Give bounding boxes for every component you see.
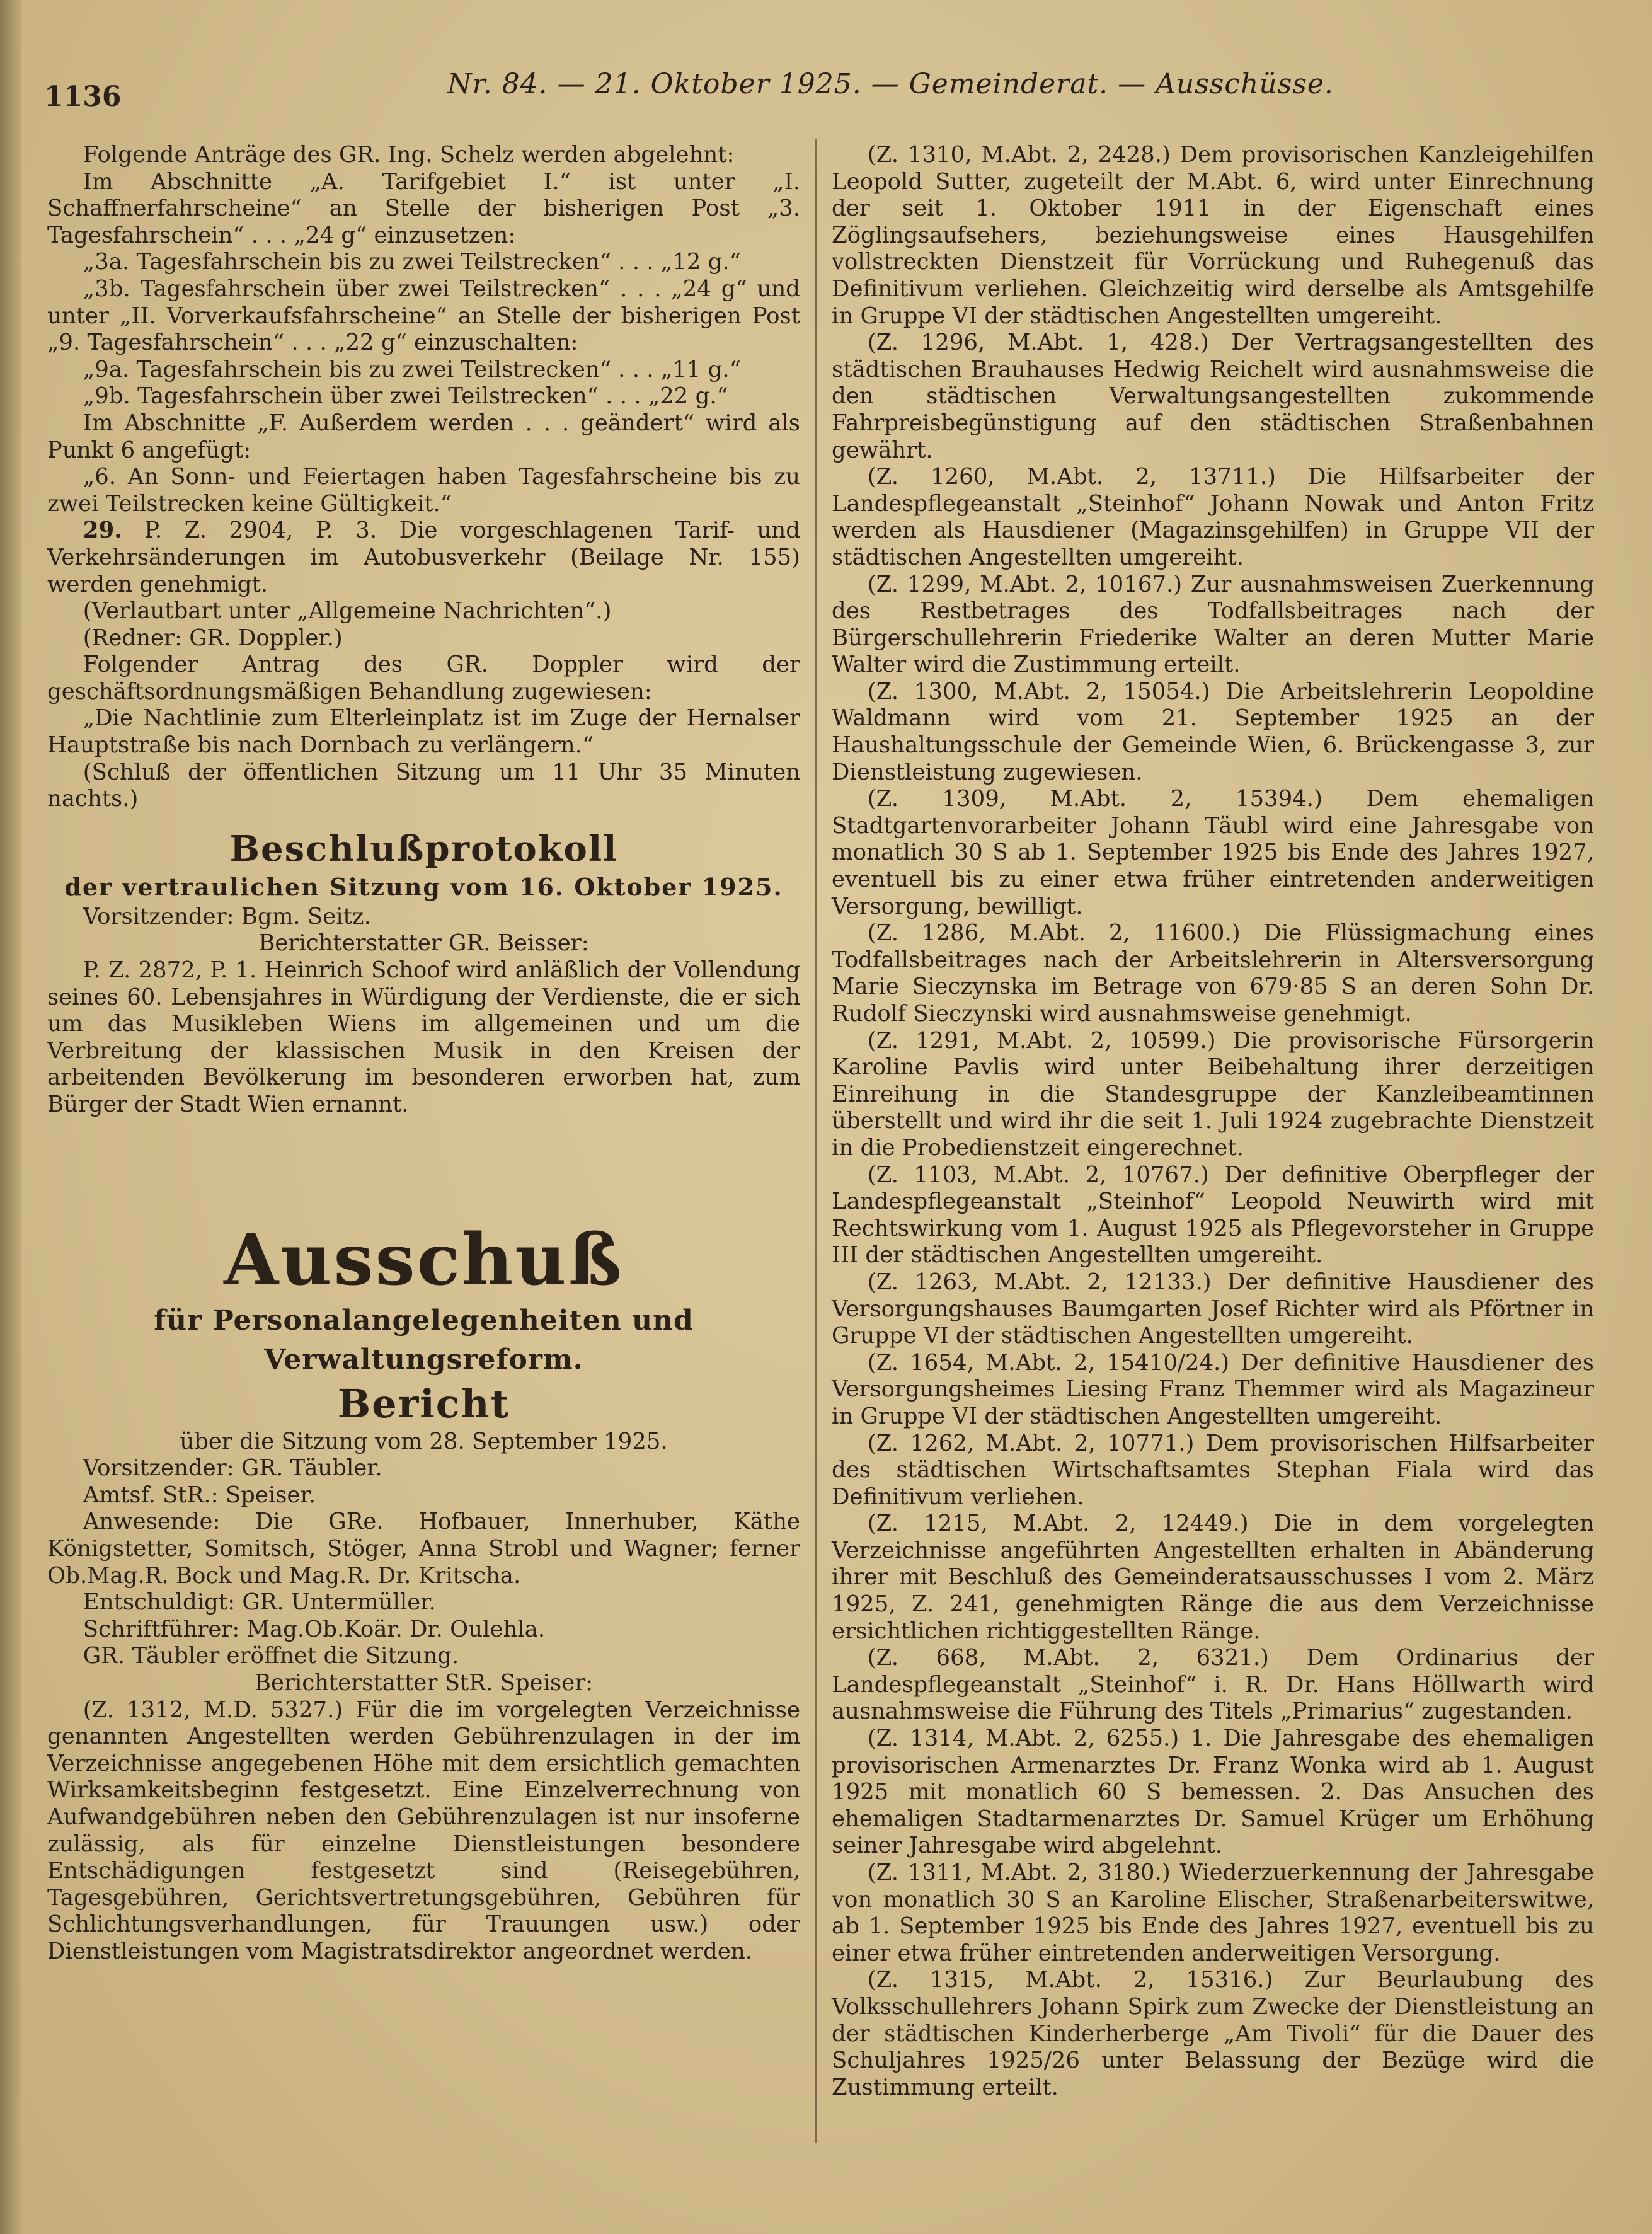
paragraph: „9b. Tagesfahrschein über zwei Teilstrecken“ . . . „22 g.“	[83, 383, 728, 410]
paragraph: Folgender Antrag des GR. Doppler wird der geschäftsordnungsmäßigen Behandlung zugewiesen:	[47, 652, 800, 705]
item-text: P. Z. 2904, P. 3. Die vorgeschlagenen Tarif- und Verkehrsänderungen im Autobusverkehr (Beilage Nr. 155) werden genehmigt.	[47, 517, 800, 597]
heading-committee-name: für Personalangelegenheiten und Verwaltungsreform.	[154, 1304, 694, 1376]
paragraph: (Z. 1291, M.Abt. 2, 10599.) Die provisorische Fürsorgerin Karoline Pavlis wird unter Beibehaltung ihrer derzeitigen Einreihung in die Standesgruppe der Kanzleibeamtinnen überstellt und wird ihr die seit 1. Juli 1924 zugebrachte Dienstzeit in die Probedienstzeit eingerechnet.	[832, 1027, 1594, 1161]
paragraph: (Schluß der öffentlichen Sitzung um 11 Uhr 35 Minuten nachts.)	[47, 759, 800, 812]
agenda-item-29	[47, 517, 800, 598]
rapporteur-line: Berichterstatter StR. Speiser:	[254, 1669, 594, 1696]
paragraph: GR. Täubler eröffnet die Sitzung.	[83, 1643, 459, 1669]
paragraph: (Z. 1309, M.Abt. 2, 15394.) Dem ehemaligen Stadtgartenvorarbeiter Johann Täubl wird eine Jahresgabe von monatlich 30 S ab 1. September 1925 bis Ende des Jahres 1927, eventuell bis zu einer etwa früher eintretenden anderweitigen Versorgung, bewilligt.	[832, 786, 1594, 919]
column-divider	[815, 139, 817, 2143]
paragraph: (Z. 1103, M.Abt. 2, 10767.) Der definitive Oberpfleger der Landespflegeanstalt „Steinhof“ Leopold Neuwirth wird mit Rechtswirkung vom 1. August 1925 als Pflegevorsteher in Gruppe III der städtischen Angestellten umgereiht.	[832, 1161, 1594, 1269]
heading-beschlussprotokoll: Beschlußprotokoll	[229, 827, 618, 870]
paragraph: (Z. 668, M.Abt. 2, 6321.) Dem Ordinarius der Landespflegeanstalt „Steinhof“ i. R. Dr. Hans Höllwarth wird ausnahmsweise die Führung des Titels „Primarius“ zugestanden.	[832, 1645, 1594, 1725]
paragraph: (Verlautbart unter „Allgemeine Nachrichten“.)	[83, 598, 612, 625]
paragraph: Vorsitzender: Bgm. Seitz.	[83, 903, 371, 930]
heading-ausschuss: Ausschuß	[224, 1218, 624, 1301]
paragraph: (Z. 1300, M.Abt. 2, 15054.) Die Arbeitslehrerin Leopoldine Waldmann wird vom 21. September 1925 an der Haushaltungsschule der Gemeinde Wien, 6. Brückengasse 3, zur Dienstleistung zugewiesen.	[832, 678, 1594, 785]
paragraph: „3a. Tagesfahrschein bis zu zwei Teilstrecken“ . . . „12 g.“	[83, 249, 741, 275]
paragraph: Entschuldigt: GR. Untermüller.	[83, 1589, 436, 1616]
page-header	[44, 63, 1607, 113]
rapporteur-line: Berichterstatter GR. Beisser:	[258, 930, 589, 957]
paragraph: (Z. 1311, M.Abt. 2, 3180.) Wiederzuerkennung der Jahresgabe von monatlich 30 S an Karoline Elischer, Straßenarbeiterswitwe, ab 1. September 1925 bis Ende des Jahres 1927, eventuell bis zu einer etwa früher eintretenden anderweitigen Versorgung.	[832, 1860, 1594, 1966]
session-date: über die Sitzung vom 28. September 1925.	[180, 1428, 668, 1454]
page-number: 1136	[44, 81, 122, 113]
paragraph: „6. An Sonn- und Feiertagen haben Tagesfahrscheine bis zu zwei Teilstrecken keine Gültigkeit.“	[47, 464, 800, 517]
paragraph: (Z. 1286, M.Abt. 2, 11600.) Die Flüssigmachung eines Todfallsbeitrages nach der Arbeitslehrerin in Altersversorgung Marie Sieczynska im Betrage von 679·85 S an deren Sohn Dr. Rudolf Sieczynski wird ausnahmsweise genehmigt.	[832, 920, 1594, 1027]
paragraph: „3b. Tagesfahrschein über zwei Teilstrecken“ . . . „24 g“ und unter „II. Vorverkaufsfahrscheine“ an Stelle der bisherigen Post „9. Tagesfahrschein“ . . . „22 g“ einzuschalten:	[47, 275, 800, 356]
paragraph: (Z. 1263, M.Abt. 2, 12133.) Der definitive Hausdiener des Versorgungshauses Baumgarten Josef Richter wird als Pförtner in Gruppe VI der städtischen Angestellten umgereiht.	[832, 1269, 1594, 1349]
paragraph: (Z. 1310, M.Abt. 2, 2428.) Dem provisorischen Kanzleigehilfen Leopold Sutter, zugeteilt der M.Abt. 6, wird unter Einrechnung der seit 1. Oktober 1911 in der Eigenschaft eines Zöglingsaufsehers, beziehungsweise eines Hausgehilfen vollstreckten Dienstzeit für Vorrückung und Ruhegenuß das Definitivum verliehen. Gleichzeitig wird derselbe als Amtsgehilfe in Gruppe VI der städtischen Angestellten umgereiht.	[832, 142, 1594, 329]
paragraph: (Z. 1296, M.Abt. 1, 428.) Der Vertragsangestellten des städtischen Brauhauses Hedwig Reichelt wird ausnahmsweise die den städtischen Verwaltungsangestellten zukommende Fahrpreisbegünstigung auf den städtischen Straßenbahnen gewährt.	[832, 330, 1594, 463]
paragraph: (Z. 1312, M.D. 5327.) Für die im vorgelegten Verzeichnisse genannten Angestellten werden Gebührenzulagen in der im Verzeichnisse angegebenen Höhe mit dem ersichtlich gemachten Wirksamkeitsbeginn festgesetzt. Eine Einzelverrechnung von Aufwandgebühren neben den Gebührenzulagen ist nur insoferne zulässig, als für einzelne Dienstleistungen besondere Entschädigungen festgesetzt sind (Reisegebühren, Tagesgebühren, Gerichtsvertretungsgebühren, Gebühren für Schlichtungsverhandlungen, für Trauungen usw.) oder Dienstleistungen vom Magistratsdirektor angeordnet werden.	[47, 1696, 800, 1964]
paragraph: (Z. 1314, M.Abt. 2, 6255.) 1. Die Jahresgabe des ehemaligen provisorischen Armenarztes Dr. Franz Wonka wird ab 1. August 1925 mit monatlich 60 S bemessen. 2. Das Ansuchen des ehemaligen Stadtarmenarztes Dr. Samuel Krüger um Erhöhung seiner Jahresgabe wird abgelehnt.	[832, 1725, 1594, 1859]
paragraph: Vorsitzender: GR. Täubler.	[83, 1455, 382, 1482]
paragraph: (Redner: GR. Doppler.)	[83, 625, 343, 651]
paragraph: „9a. Tagesfahrschein bis zu zwei Teilstrecken“ . . . „11 g.“	[83, 356, 741, 383]
item-number: 29.	[83, 517, 122, 544]
paragraph: (Z. 1654, M.Abt. 2, 15410/24.) Der definitive Hausdiener des Versorgungsheimes Liesing Franz Themmer wird als Magazineur in Gruppe VI der städtischen Angestellten umgereiht.	[832, 1349, 1594, 1429]
paragraph: Schriftführer: Mag.Ob.Koär. Dr. Oulehla.	[83, 1616, 546, 1642]
heading-bericht: Bericht	[337, 1380, 510, 1427]
paragraph: Anwesende: Die GRe. Hofbauer, Innerhuber, Käthe Königstetter, Somitsch, Stöger, Anna Strobl und Wagner; ferner Ob.Mag.R. Bock und Mag.R. Dr. Kritscha.	[47, 1509, 800, 1589]
paragraph: (Z. 1262, M.Abt. 2, 10771.) Dem provisorischen Hilfsarbeiter des städtischen Wirtschaftsamtes Stephan Fiala wird das Definitivum verliehen.	[832, 1430, 1594, 1510]
page-edge-shadow	[0, 0, 21, 2234]
paragraph: Folgende Anträge des GR. Ing. Schelz werden abgelehnt:	[83, 142, 735, 168]
running-title: Nr. 84. — 21. Oktober 1925. — Gemeinderat. — Ausschüsse.	[447, 68, 1334, 100]
paragraph: (Z. 1315, M.Abt. 2, 15316.) Zur Beurlaubung des Volksschullehrers Johann Spirk zum Zwecke der Dienstleistung an der städtischen Kinderherberge „Am Tivoli“ für die Dauer des Schuljahres 1925/26 unter Belassung der Bezüge wird die Zustimmung erteilt.	[832, 1967, 1594, 2100]
paragraph: Im Abschnitte „A. Tarifgebiet I.“ ist unter „I. Schaffnerfahrscheine“ an Stelle der bisherigen Post „3. Tagesfahrschein“ . . . „24 g“ einzusetzen:	[47, 168, 800, 248]
paragraph: (Z. 1260, M.Abt. 2, 13711.) Die Hilfsarbeiter der Landespflegeanstalt „Steinhof“ Johann Nowak und Anton Fritz werden als Hausdiener (Magazinsgehilfen) in Gruppe VII der städtischen Angestellten umgereiht.	[832, 464, 1594, 570]
paragraph: Im Abschnitte „F. Außerdem werden . . . geändert“ wird als Punkt 6 angefügt:	[47, 410, 800, 463]
right-column	[832, 142, 1594, 2101]
subheading-vertrauliche-sitzung: der vertraulichen Sitzung vom 16. Oktober 1925.	[64, 872, 783, 901]
paragraph: Amtsf. StR.: Speiser.	[83, 1482, 316, 1508]
paragraph: P. Z. 2872, P. 1. Heinrich Schoof wird anläßlich der Vollendung seines 60. Lebensjahres in Würdigung der Verdienste, die er sich um das Musikleben Wiens im allgemeinen und um die Verbreitung der klassischen Musik in den Kreisen der arbeitenden Bevölkerung im besonderen erworben hat, zum Bürger der Stadt Wien ernannt.	[47, 957, 800, 1117]
paragraph: (Z. 1215, M.Abt. 2, 12449.) Die in dem vorgelegten Verzeichnisse angeführten Angestellten erhalten in Abänderung ihrer mit Beschluß des Gemeinderatsausschusses I vom 2. März 1925, Z. 241, genehmigten Ränge die aus dem Verzeichnisse ersichtlichen richtiggestellten Ränge.	[832, 1511, 1594, 1644]
paragraph: „Die Nachtlinie zum Elterleinplatz ist im Zuge der Hernalser Hauptstraße bis nach Dornbach zu verlängern.“	[47, 705, 800, 759]
left-column	[47, 142, 800, 1965]
paragraph: (Z. 1299, M.Abt. 2, 10167.) Zur ausnahmsweisen Zuerkennung des Restbetrages des Todfallsbeitrages nach der Bürgerschullehrerin Friederike Walter an deren Mutter Marie Walter wird die Zustimmung erteilt.	[832, 571, 1594, 678]
